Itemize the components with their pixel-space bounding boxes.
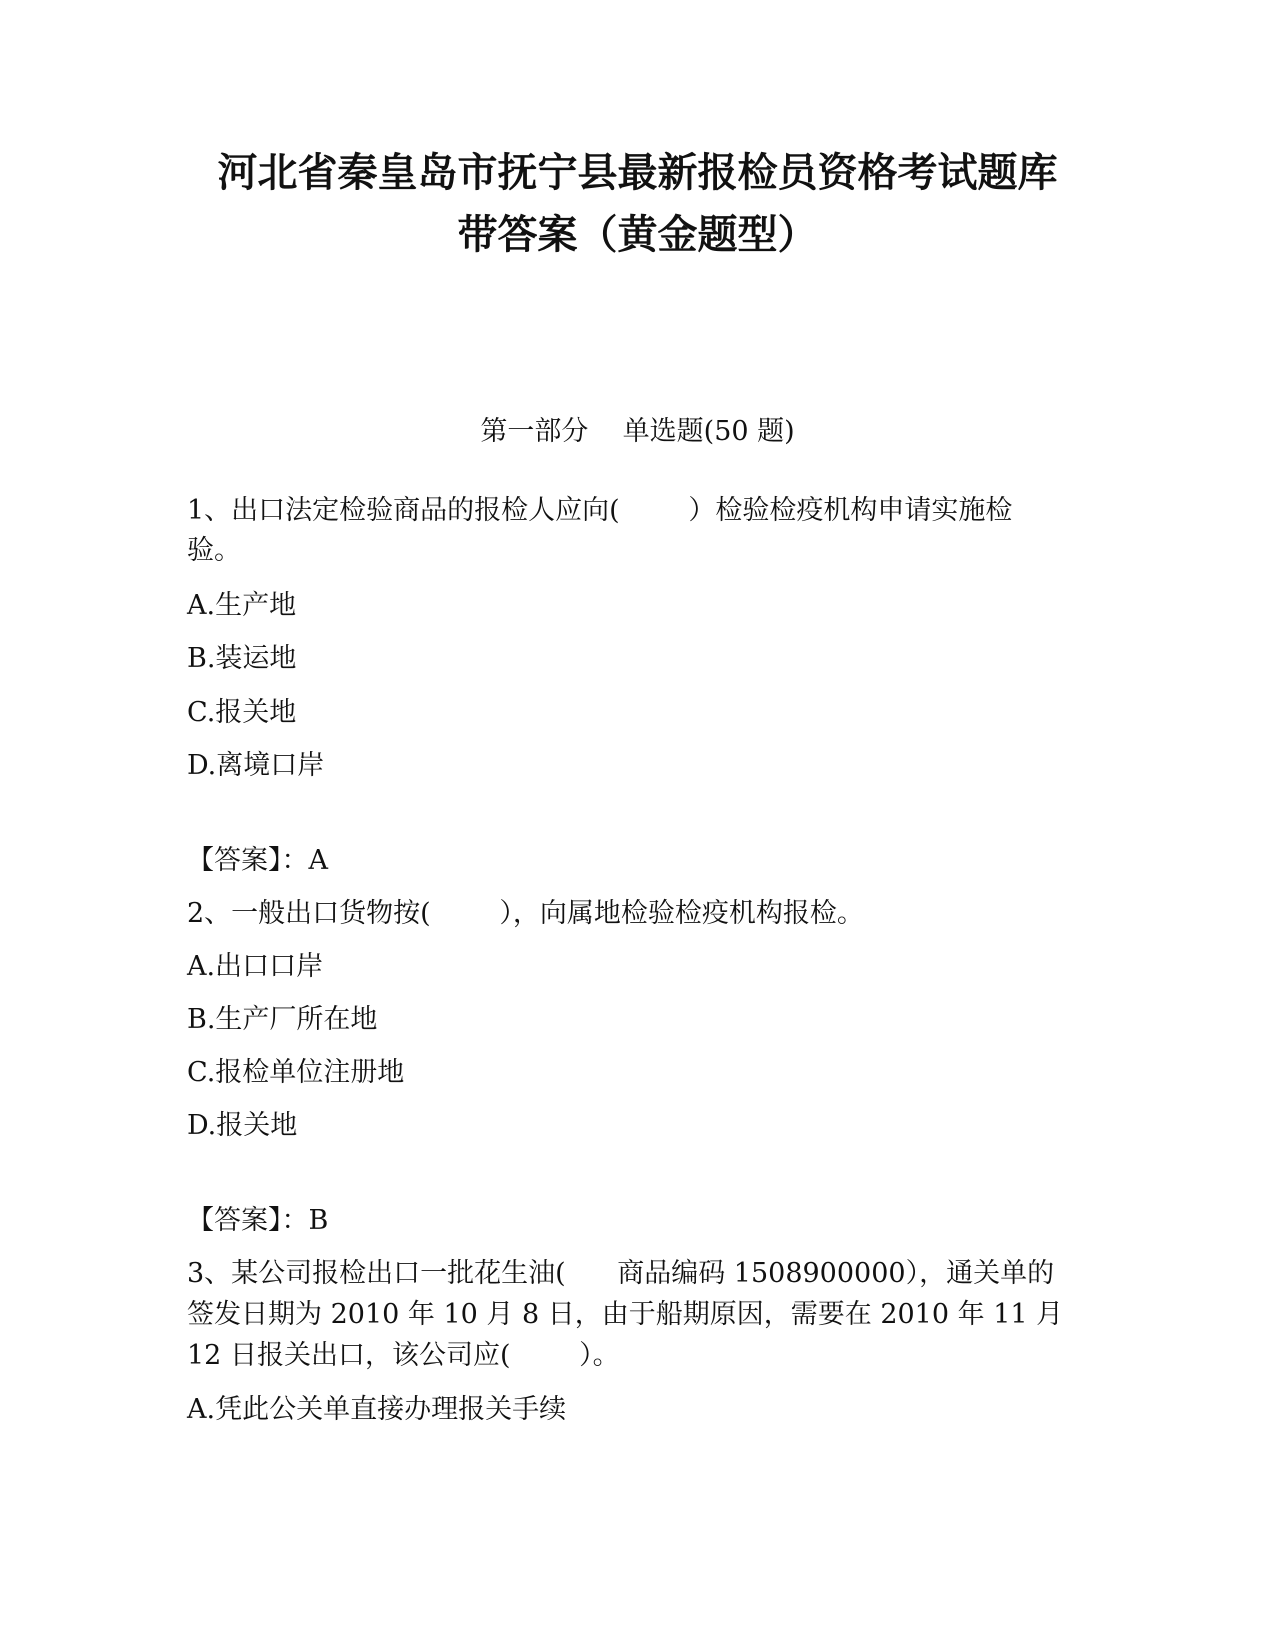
q1-stem-line-2: 验。	[187, 535, 241, 566]
q2-option-d: D.报关地	[187, 1110, 298, 1141]
q1-option-a: A.生产地	[187, 590, 297, 621]
q2-answer: 【答案】：B	[187, 1205, 329, 1236]
document-title	[140, 142, 1135, 266]
section-heading: 第一部分 单选题(50 题)	[480, 416, 795, 447]
q3-stem-line-2: 签发日期为 2010 年 10 月 8 日，由于船期原因，需要在 2010 年 11 月	[187, 1299, 1064, 1330]
q2-option-a: A.出口口岸	[187, 951, 324, 982]
title-line-2: 带答案（黄金题型）	[457, 212, 818, 258]
q1-option-c: C.报关地	[187, 697, 297, 728]
title-line-1: 河北省秦皇岛市抚宁县最新报检员资格考试题库	[217, 150, 1058, 196]
q1-option-b: B.装运地	[187, 643, 297, 674]
q2-option-b: B.生产厂所在地	[187, 1004, 378, 1035]
q3-option-a: A.凭此公关单直接办理报关手续	[187, 1394, 567, 1425]
q2-option-c: C.报检单位注册地	[187, 1057, 405, 1088]
q3-stem-line-3: 12 日报关出口，该公司应( ）。	[187, 1340, 620, 1371]
q2-stem-line-1: 2、一般出口货物按( ），向属地检验检疫机构报检。	[187, 898, 864, 929]
q3-stem-line-1: 3、某公司报检出口一批花生油( 商品编码 1508900000），通关单的	[187, 1258, 1055, 1289]
q1-stem-line-1: 1、出口法定检验商品的报检人应向( ）检验检疫机构申请实施检	[187, 495, 1013, 526]
q1-option-d: D.离境口岸	[187, 750, 325, 781]
q1-answer: 【答案】：A	[187, 845, 328, 876]
